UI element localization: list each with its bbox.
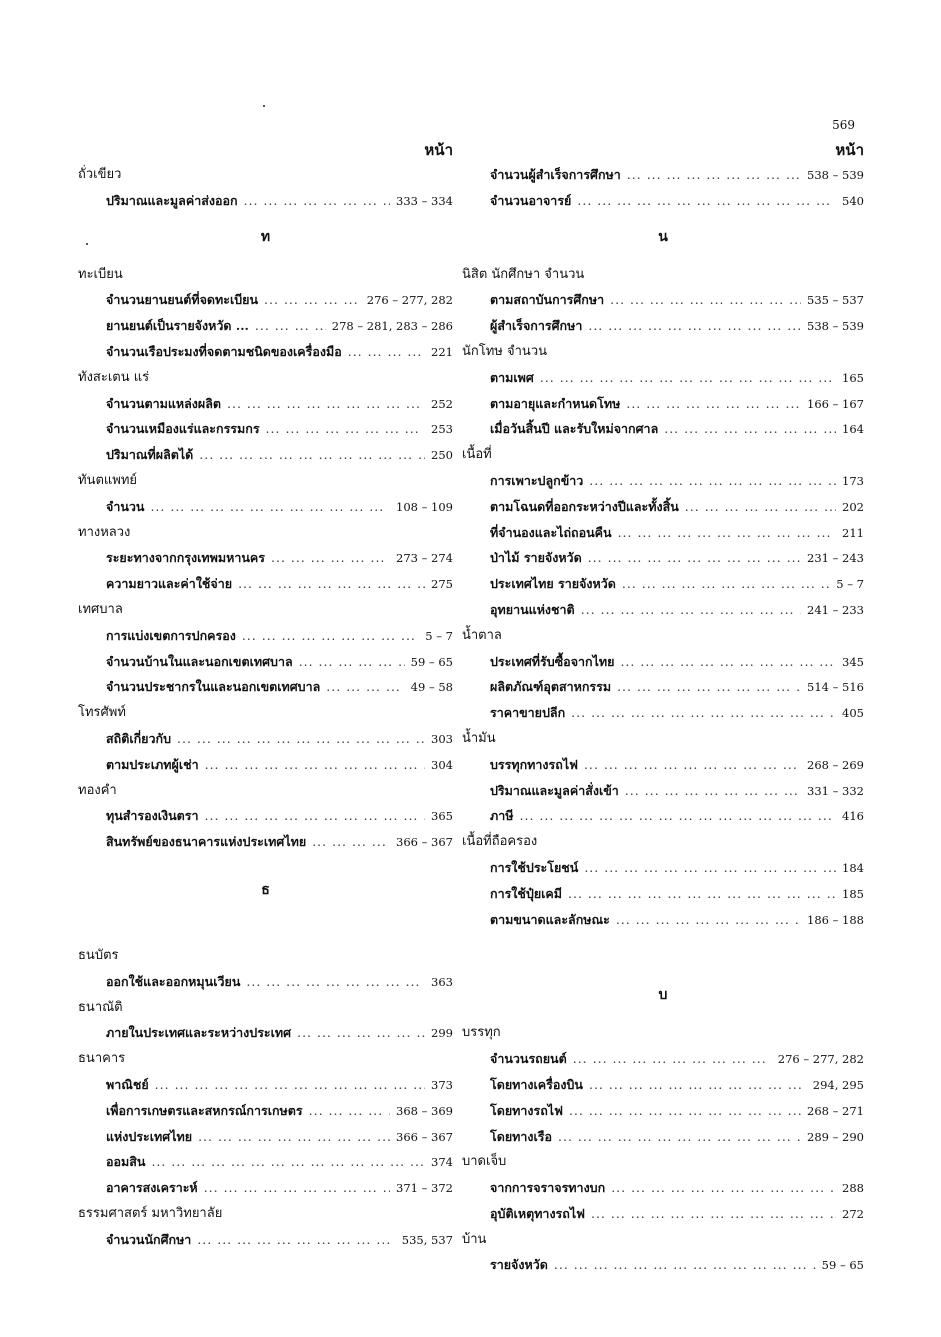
entry-page-numbers: 5 – 7 — [425, 628, 453, 643]
index-heading: ถั่วเขียว — [78, 167, 122, 182]
entry-page-numbers: 331 – 332 — [807, 783, 864, 798]
dot-leader — [205, 803, 426, 829]
entry-label: จำนวนเรือประมงที่จดตามชนิดของเครื่องมือ — [106, 343, 342, 359]
entry-page-numbers: 535, 537 — [401, 1232, 453, 1247]
dot-leader — [177, 726, 425, 752]
section-letter-no: น — [658, 228, 668, 245]
entry-page-numbers: 241 – 233 — [807, 602, 864, 617]
entry-label: โดยทางเรือ — [490, 1128, 553, 1144]
entry-label: เมื่อวันสิ้นปี และรับใหม่จากศาล — [490, 421, 659, 437]
dot-leader — [151, 1149, 425, 1175]
dot-leader — [554, 1252, 816, 1278]
entry-label: จำนวน — [106, 498, 145, 514]
dot-leader — [198, 1124, 390, 1150]
index-entry — [78, 416, 453, 442]
entry-label: บรรทุกทางรถไฟ — [490, 756, 578, 772]
entry-page-numbers: 374 — [431, 1155, 453, 1170]
index-entry — [78, 969, 453, 995]
entry-page-numbers: 253 — [431, 422, 453, 437]
entry-label: ตามสถาบันการศึกษา — [490, 292, 605, 308]
entry-page-numbers: 108 – 109 — [396, 499, 453, 514]
index-heading: ทันตแพทย์ — [78, 472, 138, 488]
index-heading: บ้าน — [462, 1231, 487, 1247]
index-heading: เนื้อที่ — [462, 447, 492, 463]
dot-leader — [568, 881, 836, 907]
entry-page-numbers: 184 — [842, 860, 864, 875]
section-tho-groups — [78, 262, 453, 855]
dot-leader — [246, 969, 425, 995]
index-entry — [462, 803, 864, 829]
scan-speck — [263, 105, 265, 107]
index-heading: ทะเบียน — [78, 266, 123, 282]
index-entry — [78, 339, 453, 365]
index-entry — [462, 907, 864, 933]
dot-leader — [617, 674, 801, 700]
dot-leader — [155, 1072, 425, 1098]
entry-label: จำนวนประชากรในและนอกเขตเทศบาล — [106, 679, 321, 695]
entry-page-numbers: 366 – 367 — [396, 835, 453, 850]
index-entry — [462, 162, 864, 188]
dot-leader — [204, 1175, 390, 1201]
index-entry — [78, 188, 453, 214]
dot-leader — [627, 162, 801, 188]
index-entry — [462, 1046, 864, 1072]
dot-leader — [622, 571, 830, 597]
index-entry — [78, 649, 453, 675]
entry-label: จำนวนผู้สำเร็จการศึกษา — [490, 167, 621, 182]
index-heading: ธนบัตร — [78, 947, 119, 963]
entry-page-numbers: 173 — [842, 473, 864, 488]
dot-leader — [664, 416, 836, 442]
entry-page-numbers: 221 — [431, 344, 453, 359]
dot-leader — [244, 188, 391, 214]
dot-leader — [227, 391, 425, 417]
index-entry — [462, 1201, 864, 1227]
entry-label: ปริมาณที่ผลิตได้ — [106, 447, 194, 463]
entry-page-numbers: 59 – 65 — [410, 654, 453, 669]
dot-leader — [255, 313, 326, 339]
entry-page-numbers: 211 — [842, 525, 864, 540]
page-column-header: หน้า — [835, 141, 864, 159]
dot-leader — [264, 287, 361, 313]
page-column-header: หน้า — [424, 141, 453, 159]
entry-label: จำนวนยานยนต์ที่จดทะเบียน — [106, 292, 259, 308]
index-heading: ทองคำ — [78, 782, 117, 798]
dot-leader — [685, 494, 836, 520]
index-heading: ธนาคาร — [78, 1051, 126, 1067]
entry-page-numbers: 273 – 274 — [396, 551, 453, 566]
index-entry — [78, 1175, 453, 1201]
index-entry — [462, 597, 864, 623]
index-heading: ทางหลวง — [78, 524, 131, 540]
entry-page-numbers: 363 — [431, 974, 453, 989]
dot-leader — [620, 649, 836, 675]
dot-leader — [326, 674, 404, 700]
entry-page-numbers: 304 — [431, 757, 453, 772]
entry-label: ป่าไม้ รายจังหวัด — [490, 550, 582, 566]
dot-leader — [309, 1098, 390, 1124]
entry-label: โดยทางรถไฟ — [490, 1102, 563, 1118]
dot-leader — [589, 1072, 807, 1098]
index-entry — [462, 391, 864, 417]
entry-label: ภายในประเทศและระหว่างประเทศ — [106, 1025, 292, 1041]
dot-leader — [571, 700, 836, 726]
entry-page-numbers: 405 — [842, 706, 864, 721]
index-entry — [78, 1124, 453, 1150]
entry-page-numbers: 275 — [431, 577, 453, 592]
section-no-groups — [462, 262, 864, 933]
right-column — [462, 138, 864, 1278]
section-letter-tho-thong: ธ — [261, 881, 270, 898]
entry-label: ราคาขายปลีก — [490, 705, 566, 721]
index-entry — [462, 1252, 864, 1278]
index-entry — [78, 623, 453, 649]
entry-label: ออมสิน — [106, 1154, 146, 1170]
entry-label: ปริมาณและมูลค่าสั่งเข้า — [490, 782, 619, 798]
dot-leader — [520, 803, 837, 829]
index-entry — [462, 881, 864, 907]
scan-speck — [86, 243, 88, 245]
entry-label: โดยทางเครื่องบิน — [490, 1076, 583, 1092]
entry-page-numbers: 371 – 372 — [396, 1181, 453, 1196]
section-letter-tho: ท — [260, 228, 271, 245]
index-entry — [462, 494, 864, 520]
index-entry — [78, 1072, 453, 1098]
page-number: 569 — [832, 118, 855, 132]
entry-label: การเพาะปลูกข้าว — [490, 472, 584, 488]
dot-leader — [626, 391, 801, 417]
entry-label: ตามโฉนดที่ออกระหว่างปีและทั้งสิ้น — [490, 498, 679, 514]
entry-page-numbers: 250 — [431, 448, 453, 463]
index-entry — [462, 1124, 864, 1150]
entry-page-numbers: 272 — [842, 1206, 864, 1221]
entry-label: ตามประเภทผู้เช่า — [106, 756, 199, 772]
dot-leader — [297, 1020, 425, 1046]
index-entry — [462, 365, 864, 391]
dot-leader — [618, 520, 836, 546]
index-entry — [78, 1098, 453, 1124]
index-entry — [462, 188, 864, 214]
entry-page-numbers: 5 – 7 — [836, 577, 864, 592]
entry-page-numbers: 59 – 65 — [821, 1258, 864, 1273]
dot-leader — [611, 1175, 836, 1201]
entry-page-numbers: 276 – 277, 282 — [366, 293, 453, 308]
index-entry — [462, 520, 864, 546]
entry-label: พาณิชย์ — [106, 1076, 149, 1092]
index-entry — [462, 545, 864, 571]
dot-leader — [266, 416, 426, 442]
entry-page-numbers: 288 — [842, 1181, 864, 1196]
entry-page-numbers: 299 — [431, 1026, 453, 1041]
entry-page-numbers: 345 — [842, 654, 864, 669]
index-entry — [78, 1020, 453, 1046]
index-entry — [462, 416, 864, 442]
section-bo-groups — [462, 1020, 864, 1278]
entry-label: จากการจราจรทางบก — [490, 1180, 606, 1196]
entry-label: อุทยานแห่งชาติ — [490, 601, 575, 617]
entry-label: ผลิตภัณฑ์อุตสาหกรรม — [490, 679, 612, 695]
index-entry — [462, 313, 864, 339]
entry-label: สถิติเกี่ยวกับ — [106, 730, 172, 746]
entry-label: ตามขนาดและลักษณะ — [490, 911, 610, 927]
index-heading: บาดเจ็บ — [462, 1154, 507, 1170]
entry-label: จำนวนอาจารย์ — [490, 192, 572, 208]
index-entry — [78, 829, 453, 855]
index-entry — [78, 726, 453, 752]
dot-leader — [150, 494, 390, 520]
index-entry — [462, 674, 864, 700]
index-heading: เนื้อที่ถือครอง — [462, 834, 538, 850]
dot-leader — [573, 1046, 772, 1072]
entry-page-numbers: 166 – 167 — [807, 396, 864, 411]
index-entry — [78, 494, 453, 520]
entry-label: อุบัติเหตุทางรถไฟ — [490, 1205, 585, 1221]
dot-leader — [625, 778, 801, 804]
dot-leader — [242, 623, 419, 649]
entry-page-numbers: 540 — [842, 193, 864, 208]
entry-label: แห่งประเทศไทย — [106, 1128, 193, 1144]
left-column — [78, 138, 453, 1252]
entry-page-numbers: 535 – 537 — [807, 293, 864, 308]
dot-leader — [197, 1227, 395, 1253]
index-heading: นักโทษ จำนวน — [462, 343, 548, 359]
entry-label: ประเทศที่รับซื้อจากไทย — [490, 653, 615, 669]
right-top-groups — [462, 162, 864, 214]
index-heading: นิสิต นักศึกษา จำนวน — [462, 266, 585, 282]
entry-page-numbers: 186 – 188 — [807, 912, 864, 927]
dot-leader — [610, 287, 801, 313]
entry-label: จำนวนนักศึกษา — [106, 1231, 192, 1247]
entry-label: ทุนสำรองเงินตรา — [106, 808, 199, 824]
entry-page-numbers: 366 – 367 — [396, 1129, 453, 1144]
dot-leader — [589, 468, 836, 494]
entry-page-numbers: 303 — [431, 731, 453, 746]
entry-label: จำนวนตามแหล่งผลิต — [106, 395, 221, 411]
entry-label: ตามเพศ — [490, 369, 534, 385]
index-entry — [78, 1227, 453, 1253]
dot-leader — [584, 855, 836, 881]
dot-leader — [588, 313, 801, 339]
dot-leader — [558, 1124, 801, 1150]
section-tho-thong-groups — [78, 943, 453, 1253]
index-entry — [78, 752, 453, 778]
index-heading: เทศบาล — [78, 601, 123, 617]
entry-page-numbers: 185 — [842, 886, 864, 901]
entry-page-numbers: 373 — [431, 1077, 453, 1092]
entry-label: ตามอายุและกำหนดโทษ — [490, 395, 621, 411]
dot-leader — [238, 571, 425, 597]
entry-page-numbers: 268 – 271 — [807, 1103, 864, 1118]
entry-label: ภาษี — [490, 808, 514, 824]
entry-page-numbers: 49 – 58 — [410, 680, 453, 695]
entry-label: จำนวนเหมืองแร่และกรรมกร — [106, 421, 260, 437]
index-entry — [78, 1149, 453, 1175]
entry-page-numbers: 165 — [842, 370, 864, 385]
index-heading: ทังสะเตน แร่ — [78, 369, 150, 385]
entry-page-numbers: 365 — [431, 809, 453, 824]
index-entry — [462, 700, 864, 726]
entry-label: ที่จำนองและไถ่ถอนคืน — [490, 524, 612, 540]
index-heading: โทรศัพท์ — [78, 705, 126, 721]
entry-label: การใช้ปุ๋ยเคมี — [490, 885, 563, 901]
dot-leader — [540, 365, 836, 391]
dot-leader — [588, 545, 801, 571]
dot-leader — [205, 752, 425, 778]
entry-page-numbers: 294, 295 — [812, 1077, 864, 1092]
entry-label: ระยะทางจากกรุงเทพมหานคร — [106, 550, 265, 566]
entry-page-numbers: 164 — [842, 422, 864, 437]
index-entry — [78, 287, 453, 313]
entry-page-numbers: 333 – 334 — [396, 193, 453, 208]
dot-leader — [584, 752, 801, 778]
dot-leader — [312, 829, 390, 855]
index-heading: ธนาณัติ — [78, 999, 123, 1015]
entry-label: ผู้สำเร็จการศึกษา — [490, 318, 583, 334]
dot-leader — [271, 545, 390, 571]
entry-label: จำนวนรถยนต์ — [490, 1051, 567, 1067]
index-entry — [78, 674, 453, 700]
index-entry — [462, 855, 864, 881]
index-entry — [462, 752, 864, 778]
entry-label: ความยาวและค่าใช้จ่าย — [106, 576, 233, 592]
index-entry — [78, 803, 453, 829]
entry-page-numbers: 276 – 277, 282 — [777, 1052, 864, 1067]
entry-page-numbers: 202 — [842, 499, 864, 514]
entry-page-numbers: 268 – 269 — [807, 757, 864, 772]
entry-page-numbers: 416 — [842, 809, 864, 824]
dot-leader — [616, 907, 801, 933]
entry-label: การใช้ประโยชน์ — [490, 859, 579, 875]
left-top-groups — [78, 162, 453, 214]
entry-label: สินทรัพย์ของธนาคารแห่งประเทศไทย — [106, 834, 307, 850]
dot-leader — [581, 597, 801, 623]
entry-page-numbers: 538 – 539 — [807, 319, 864, 334]
index-entry — [462, 1175, 864, 1201]
section-letter-bo: บ — [658, 987, 668, 1004]
entry-page-numbers: 289 – 290 — [807, 1129, 864, 1144]
index-entry — [462, 649, 864, 675]
dot-leader — [199, 442, 425, 468]
index-heading: ธรรมศาสตร์ มหาวิทยาลัย — [78, 1205, 223, 1221]
entry-label: ปริมาณและมูลค่าส่งออก — [106, 192, 238, 208]
entry-label: ประเทศไทย รายจังหวัด — [490, 576, 616, 592]
entry-page-numbers: 538 – 539 — [807, 168, 864, 182]
dot-leader — [569, 1098, 801, 1124]
index-entry — [78, 545, 453, 571]
index-entry — [78, 442, 453, 468]
index-entry — [78, 391, 453, 417]
index-heading: น้ำตาล — [462, 627, 502, 643]
entry-label: อาคารสงเคราะห์ — [106, 1180, 198, 1196]
dot-leader — [299, 649, 405, 675]
entry-label: จำนวนบ้านในและนอกเขตเทศบาล — [106, 653, 293, 669]
index-entry — [78, 313, 453, 339]
index-heading: บรรทุก — [462, 1025, 501, 1041]
index-entry — [462, 468, 864, 494]
dot-leader — [577, 188, 836, 214]
index-entry — [78, 571, 453, 597]
index-entry — [462, 571, 864, 597]
entry-page-numbers: 514 – 516 — [807, 680, 864, 695]
entry-label: รายจังหวัด — [490, 1257, 548, 1273]
index-entry — [462, 1072, 864, 1098]
index-entry — [462, 778, 864, 804]
index-heading: น้ำมัน — [462, 730, 496, 746]
entry-label: เพื่อการเกษตรและสหกรณ์การเกษตร — [106, 1102, 303, 1118]
entry-page-numbers: 231 – 243 — [807, 551, 864, 566]
index-entry — [462, 1098, 864, 1124]
dot-leader — [348, 339, 425, 365]
entry-label: ออกใช้และออกหมุนเวียน — [106, 973, 241, 989]
entry-label: การแบ่งเขตการปกครอง — [106, 627, 236, 643]
entry-label: ยานยนต์เป็นรายจังหวัด ... — [106, 318, 249, 334]
dot-leader — [591, 1201, 836, 1227]
entry-page-numbers: 252 — [431, 396, 453, 411]
index-entry — [462, 287, 864, 313]
entry-page-numbers: 278 – 281, 283 – 286 — [331, 319, 453, 334]
entry-page-numbers: 368 – 369 — [396, 1103, 453, 1118]
